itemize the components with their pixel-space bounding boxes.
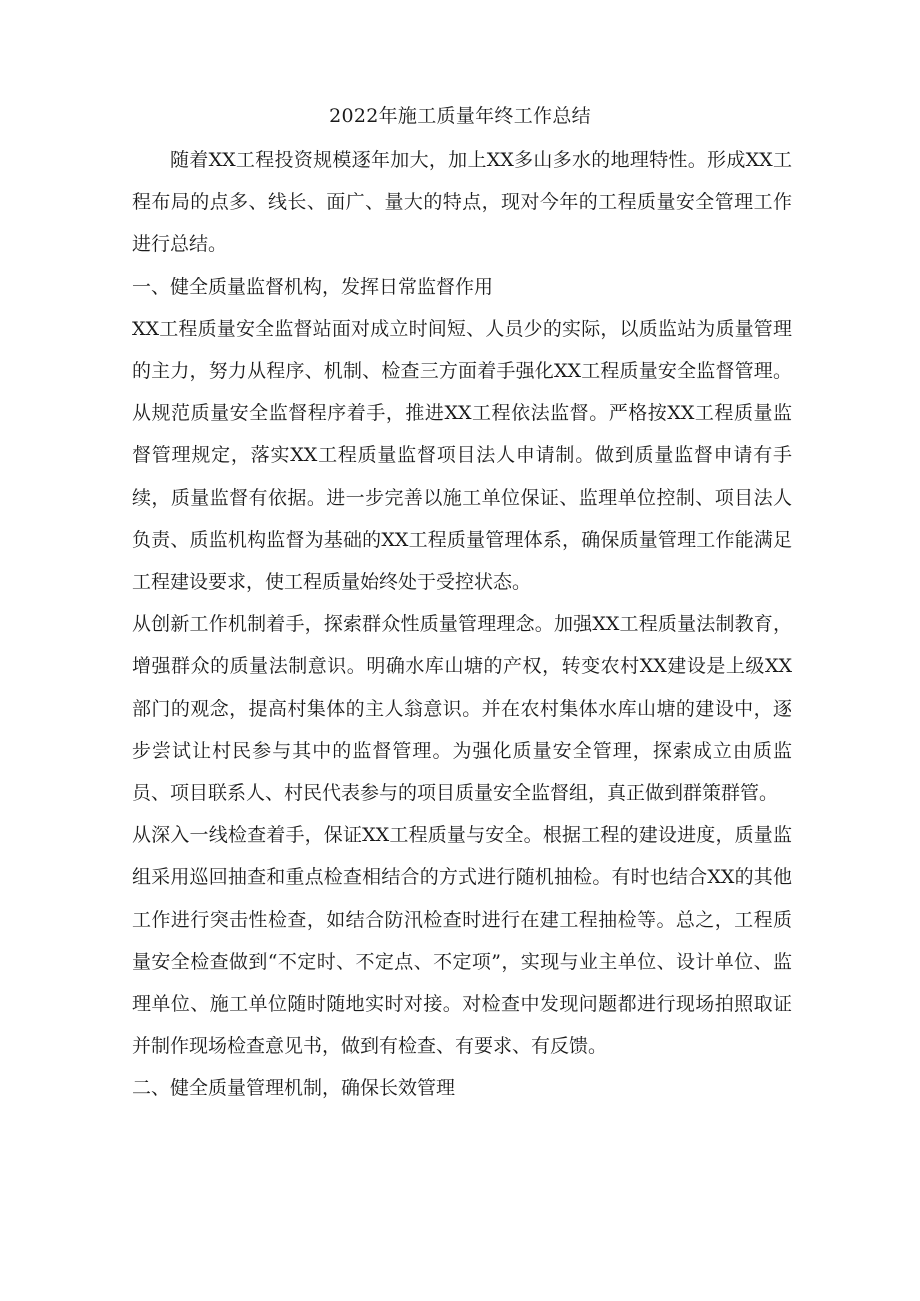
section-heading-2: 二、健全质量管理机制，确保长效管理 <box>132 1077 456 1100</box>
section-heading-1: 一、健全质量监督机构，发挥日常监督作用 <box>132 275 494 298</box>
document-title: 2022年施工质量年终工作总结 <box>329 105 591 127</box>
intro-paragraph: 随着XX工程投资规模逐年加大，加上XX多山多水的地理特性。形成XX工程布局的点多、线长、面广、量大的特点，现对今年的工程质量安全管理工作进行总结。 <box>132 149 792 256</box>
body-paragraph: 从深入一线检查着手，保证XX工程质量与安全。根据工程的建设进度，质量监组采用巡回抽查和重点检查相结合的方式进行随机抽检。有时也结合XX的其他工作进行突击性检查，如结合防汛检查时进行在建工程抽检等。总之，工程质量安全检查做到“不定时、不定点、不定项”，实现与业主单位、设计单位、监理单位、施工单位随时随地实时对接。对检查中发现问题都进行现场拍照取证并制作现场检查意见书，做到有检查、有要求、有反馈。 <box>132 824 792 1058</box>
document-body <box>132 139 792 1110</box>
body-paragraph: 从创新工作机制着手，探索群众性质量管理理念。加强XX工程质量法制教育，增强群众的质量法制意识。明确水库山塘的产权，转变农村XX建设是上级XX部门的观念，提高村集体的主人翁意识。并在农村集体水库山塘的建设中，逐步尝试让村民参与其中的监督管理。为强化质量安全管理，探索成立由质监员、项目联系人、村民代表参与的项目质量安全监督组，真正做到群策群管。 <box>132 613 792 805</box>
body-paragraph: XX工程质量安全监督站面对成立时间短、人员少的实际，以质监站为质量管理的主力，努力从程序、机制、检查三方面着手强化XX工程质量安全监督管理。从规范质量安全监督程序着手，推进XX工程依法监督。严格按XX工程质量监督管理规定，落实XX工程质量监督项目法人申请制。做到质量监督申请有手续，质量监督有依据。进一步完善以施工单位保证、监理单位控制、项目法人负责、质监机构监督为基础的XX工程质量管理体系，确保质量管理工作能满足工程建设要求，使工程质量始终处于受控状态。 <box>132 317 792 594</box>
